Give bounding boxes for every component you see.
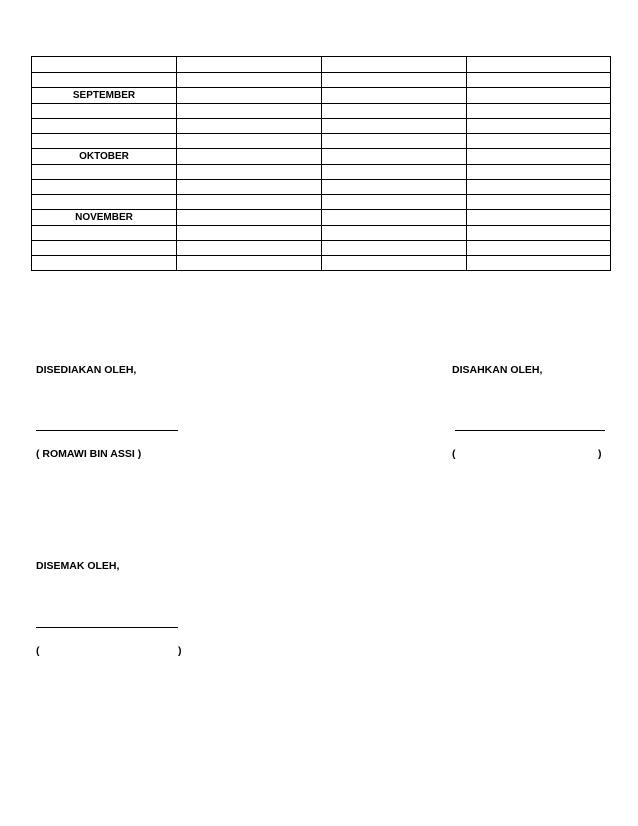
month-cell xyxy=(32,195,177,210)
table-cell xyxy=(177,165,322,180)
checked-signature-line xyxy=(36,627,178,628)
table-row xyxy=(32,195,611,210)
prepared-by-label: DISEDIAKAN OLEH, xyxy=(36,364,137,376)
table-cell xyxy=(467,180,611,195)
table-row xyxy=(32,57,611,73)
table-cell xyxy=(322,165,467,180)
table-row xyxy=(32,241,611,256)
table-cell xyxy=(467,256,611,271)
table-cell xyxy=(467,165,611,180)
table-cell xyxy=(177,119,322,134)
table-row xyxy=(32,210,611,226)
table-row xyxy=(32,180,611,195)
checked-by-label: DISEMAK OLEH, xyxy=(36,560,120,572)
month-cell xyxy=(32,241,177,256)
table-row xyxy=(32,256,611,271)
month-cell: SEPTEMBER xyxy=(32,88,177,104)
table-cell xyxy=(322,104,467,119)
month-cell xyxy=(32,226,177,241)
table-cell xyxy=(322,241,467,256)
table-row xyxy=(32,165,611,180)
table-cell xyxy=(467,88,611,104)
month-cell xyxy=(32,134,177,149)
table-cell xyxy=(177,104,322,119)
month-cell: NOVEMBER xyxy=(32,210,177,226)
table-cell xyxy=(467,149,611,165)
table-row xyxy=(32,226,611,241)
approved-name-close-paren: ) xyxy=(598,448,602,460)
table-row xyxy=(32,88,611,104)
table-cell xyxy=(177,241,322,256)
table-cell xyxy=(177,134,322,149)
table-cell xyxy=(467,104,611,119)
table-cell xyxy=(322,195,467,210)
table-cell xyxy=(467,119,611,134)
table-cell xyxy=(322,119,467,134)
table-row xyxy=(32,134,611,149)
table-cell xyxy=(322,73,467,88)
table-cell xyxy=(467,210,611,226)
month-cell xyxy=(32,165,177,180)
schedule-table-body xyxy=(32,57,611,271)
table-cell xyxy=(322,180,467,195)
checked-name-close-paren: ) xyxy=(178,645,182,657)
table-cell xyxy=(322,134,467,149)
schedule-table xyxy=(31,56,611,271)
table-cell xyxy=(467,226,611,241)
table-cell xyxy=(467,241,611,256)
table-cell xyxy=(177,88,322,104)
table-cell xyxy=(177,180,322,195)
month-cell xyxy=(32,180,177,195)
table-cell xyxy=(177,256,322,271)
table-cell xyxy=(467,134,611,149)
prepared-by-name: ( ROMAWI BIN ASSI ) xyxy=(36,448,142,460)
table-cell xyxy=(177,149,322,165)
prepared-signature-line xyxy=(36,430,178,431)
table-cell xyxy=(467,73,611,88)
approved-name-open-paren: ( xyxy=(452,448,456,460)
table-cell xyxy=(322,149,467,165)
approved-signature-line xyxy=(455,430,605,431)
table-cell xyxy=(322,57,467,73)
table-cell xyxy=(322,256,467,271)
table-row xyxy=(32,73,611,88)
table-row xyxy=(32,149,611,165)
month-cell xyxy=(32,119,177,134)
month-cell xyxy=(32,256,177,271)
table-cell xyxy=(322,88,467,104)
table-cell xyxy=(177,73,322,88)
table-row xyxy=(32,119,611,134)
month-cell xyxy=(32,57,177,73)
table-row xyxy=(32,104,611,119)
approved-by-label: DISAHKAN OLEH, xyxy=(452,364,543,376)
table-cell xyxy=(467,57,611,73)
month-cell xyxy=(32,104,177,119)
month-cell xyxy=(32,73,177,88)
table-cell xyxy=(177,226,322,241)
table-cell xyxy=(322,226,467,241)
table-cell xyxy=(322,210,467,226)
month-cell: OKTOBER xyxy=(32,149,177,165)
checked-name-open-paren: ( xyxy=(36,645,40,657)
table-cell xyxy=(177,210,322,226)
table-cell xyxy=(467,195,611,210)
table-cell xyxy=(177,57,322,73)
table-cell xyxy=(177,195,322,210)
